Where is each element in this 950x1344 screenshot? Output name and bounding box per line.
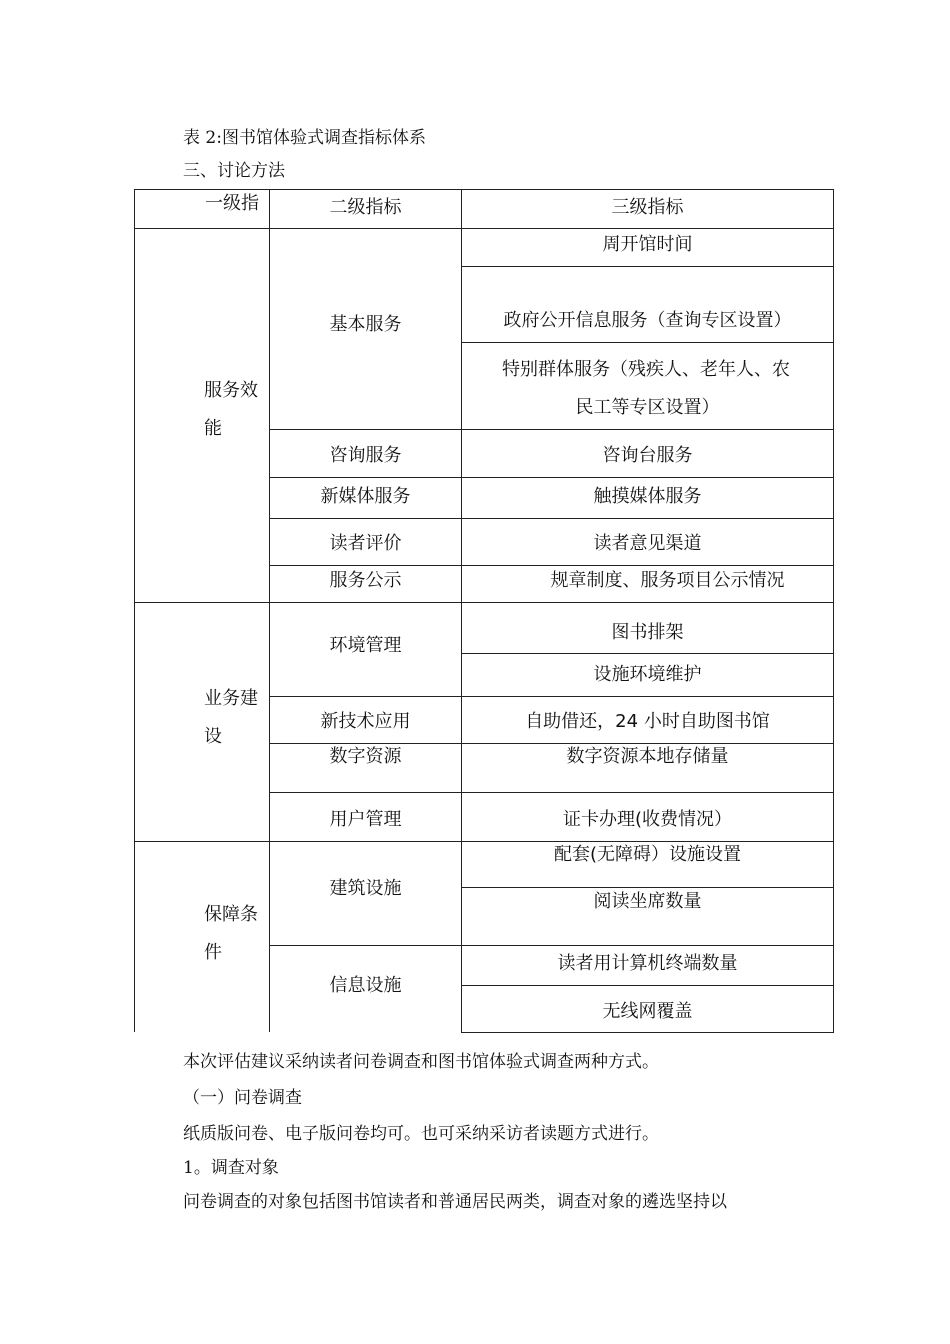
level2-cell: 环境管理 <box>329 635 402 656</box>
level2-cell: 新技术应用 <box>320 711 411 732</box>
level3-cell: 规章制度、服务项目公示情况 <box>550 570 785 591</box>
level1-service-effect: 服务效 能 <box>204 380 258 439</box>
level3-cell: 图书排架 <box>611 622 684 643</box>
header-level1: 一级指 <box>205 193 259 214</box>
level2-cell: 信息设施 <box>329 975 402 996</box>
level3-cell: 触摸媒体服务 <box>593 486 702 507</box>
level3-cell: 证卡办理(收费情况） <box>562 809 733 830</box>
body-paragraph: 问卷调查的对象包括图书馆读者和普通居民两类，调查对象的遴选坚持以 <box>183 1192 727 1212</box>
level3-cell: 特别群体服务（残疾人、老年人、农 <box>502 359 790 380</box>
level3-cell: 配套(无障碍）设施设置 <box>553 844 742 865</box>
table-caption: 表 2:图书馆体验式调查指标体系 <box>183 128 426 148</box>
level1-guarantee: 保障条 件 <box>204 904 258 963</box>
level2-cell: 用户管理 <box>329 809 402 830</box>
level3-cell: 无线网覆盖 <box>602 1001 693 1022</box>
subheading-survey-target: 1。调查对象 <box>183 1158 279 1178</box>
body-paragraph: 本次评估建议采纳读者问卷调查和图书馆体验式调查两种方式。 <box>183 1052 659 1072</box>
level3-cell: 设施环境维护 <box>593 664 702 685</box>
header-level3: 三级指标 <box>611 197 684 218</box>
level2-cell: 数字资源 <box>329 746 402 767</box>
level2-cell: 咨询服务 <box>329 445 402 466</box>
level3-cell: 政府公开信息服务（查询专区设置） <box>503 310 792 331</box>
level2-cell: 读者评价 <box>329 533 402 554</box>
level2-cell: 新媒体服务 <box>320 486 411 507</box>
header-level2: 二级指标 <box>329 197 402 218</box>
body-paragraph: 纸质版问卷、电子版问卷均可。也可采纳采访者读题方式进行。 <box>183 1124 659 1144</box>
level3-cell: 周开馆时间 <box>602 234 693 255</box>
level3-cell: 咨询台服务 <box>602 445 693 466</box>
level2-cell: 服务公示 <box>329 570 402 591</box>
level3-cell: 阅读坐席数量 <box>593 891 702 912</box>
level2-cell: 建筑设施 <box>329 878 402 899</box>
level1-business-build: 业务建 设 <box>204 688 258 747</box>
level3-cell: 自助借还，24 小时自助图书馆 <box>525 711 770 732</box>
level3-cell: 民工等专区设置） <box>575 397 720 418</box>
level3-cell: 读者用计算机终端数量 <box>557 953 738 974</box>
level2-cell: 基本服务 <box>329 314 402 335</box>
subheading-questionnaire: （一）问卷调查 <box>183 1088 302 1108</box>
level3-cell: 数字资源本地存储量 <box>566 746 729 767</box>
section-heading: 三、讨论方法 <box>183 161 285 181</box>
level3-cell: 读者意见渠道 <box>593 533 702 554</box>
